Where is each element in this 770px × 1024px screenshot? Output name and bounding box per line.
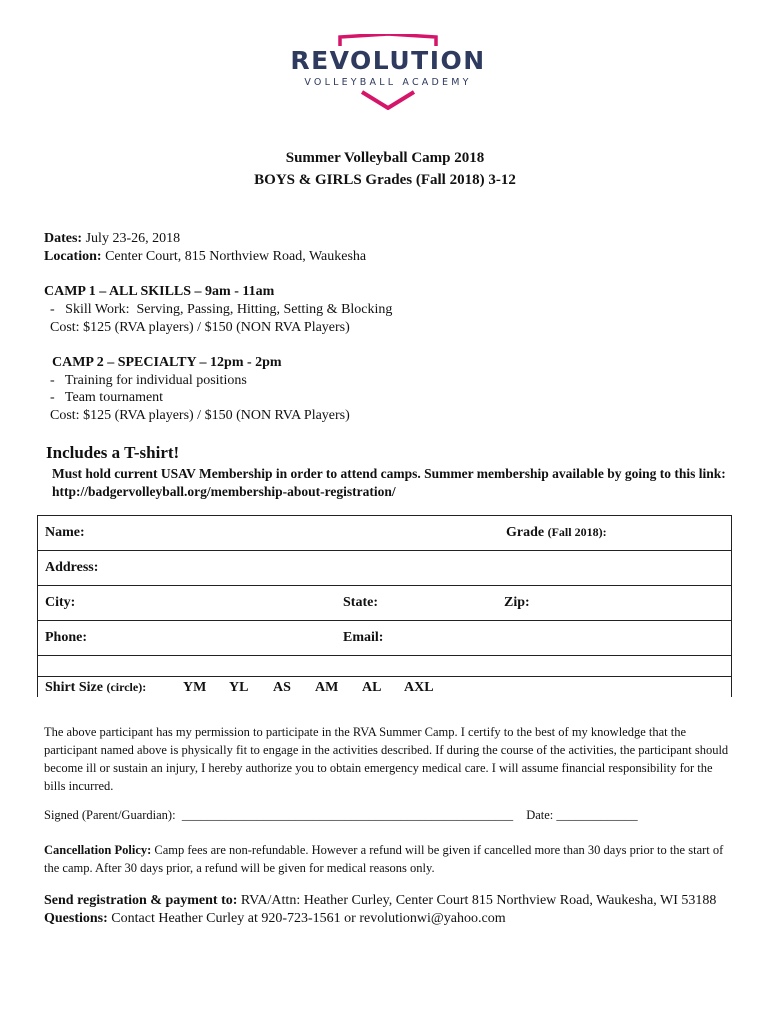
phone-email-field[interactable] [38, 621, 732, 656]
questions-contact: Contact Heather Curley at 920-723-1561 or revolutionwi@yahoo.com [107, 911, 506, 926]
cancellation-policy-label: Cancellation Policy: [44, 843, 152, 857]
phone-label: Phone: [45, 630, 87, 645]
permission-statement: The above participant has my permission to participate in the RVA Summer Camp. I certify to the best of my knowledge that the participant named above is physically fit to engage in the activities described. If during the course of the activities, the participant should become ill or sustain an injury, I hereby authorize you to obtain emergency medical care. I will assume financial responsibility for the bills incurred. [44, 725, 729, 793]
send-registration [44, 892, 734, 928]
state-label: State: [343, 595, 378, 610]
address-label: Address: [45, 560, 99, 575]
usav-membership-note: Must hold current USAV Membership in order to attend camps. Summer membership available by going to this link: http://badgervolleyball.org/membership-about-registration/ [52, 466, 726, 499]
camp1-title: CAMP 1 – ALL SKILLS – 9am - 11am [44, 284, 275, 299]
logo-shield-outline [340, 34, 436, 46]
dates-value: July 23-26, 2018 [85, 231, 181, 246]
grade-label [506, 525, 607, 541]
location-value: Center Court, 815 Northview Road, Waukesha [105, 249, 367, 264]
form-row-blank [38, 656, 732, 677]
name-label: Name: [45, 525, 85, 540]
shirt-size-label [45, 680, 146, 696]
city-label: City: [45, 595, 76, 610]
page-subtitle: BOYS & GIRLS Grades (Fall 2018) 3-12 [254, 172, 516, 188]
form-row-shirt-size [38, 677, 732, 698]
dates-label: Dates: [44, 231, 83, 246]
shirt-size-option[interactable]: AM [315, 680, 339, 695]
questions-label: Questions: [44, 911, 108, 926]
grade-label-suffix: (Fall 2018): [547, 525, 607, 539]
zip-label: Zip: [504, 595, 530, 610]
page-title: Summer Volleyball Camp 2018 [285, 150, 485, 166]
form-row-address [38, 551, 732, 586]
revolution-volleyball-logo [268, 34, 508, 110]
signature-input-line[interactable]: _____________________________________________________ [181, 808, 514, 822]
camp2-cost: Cost: $125 (RVA players) / $150 (NON RVA Players) [50, 408, 350, 423]
shirt-size-option[interactable]: AS [273, 680, 291, 695]
camp1-cost: Cost: $125 (RVA players) / $150 (NON RVA Players) [50, 320, 350, 335]
grade-label-text: Grade [506, 525, 545, 540]
cancellation-policy-text: Camp fees are non-refundable. However a refund will be given if cancelled more than 30 days prior to the start of the camp. After 30 days prior, a refund will be given for medical reasons only. [44, 843, 724, 875]
signature-label: Signed (Parent/Guardian): [44, 808, 182, 822]
shirt-size-field[interactable] [38, 677, 732, 698]
date-label: Date: [526, 808, 554, 822]
email-label: Email: [343, 630, 384, 645]
address-field[interactable] [38, 551, 732, 586]
registration-form [37, 515, 732, 697]
location-label: Location: [44, 249, 102, 264]
camp1-item: - Skill Work: Serving, Passing, Hitting, Setting & Blocking [50, 302, 393, 317]
form-row-name [38, 516, 732, 551]
logo-chevron [362, 92, 414, 108]
signature-line [44, 808, 724, 823]
send-address: RVA/Attn: Heather Curley, Center Court 815 Northview Road, Waukesha, WI 53188 [237, 893, 717, 908]
form-row-phone [38, 621, 732, 656]
cancellation-policy [44, 841, 734, 877]
send-label: Send registration & payment to: [44, 893, 238, 908]
shirt-size-label-suffix: (circle): [106, 680, 147, 694]
form-row-city [38, 586, 732, 621]
shirt-size-label-text: Shirt Size [45, 680, 103, 695]
camp2-item: - Training for individual positions [50, 373, 247, 388]
date-input-line[interactable]: _____________ [556, 808, 638, 822]
city-state-zip-field[interactable] [38, 586, 732, 621]
shirt-size-option[interactable]: YM [183, 680, 207, 695]
tshirt-note: Includes a T-shirt! [46, 443, 180, 462]
logo-subtitle: VOLLEYBALL ACADEMY [304, 77, 472, 88]
dates-line [44, 231, 180, 247]
name-field[interactable] [38, 516, 732, 551]
logo-wordmark: REVOLUTION [290, 46, 486, 75]
camp2-item: - Team tournament [50, 390, 164, 405]
location-line [44, 249, 366, 265]
shirt-size-option[interactable]: YL [229, 680, 249, 695]
camp2-title: CAMP 2 – SPECIALTY – 12pm - 2pm [52, 355, 282, 370]
blank-field[interactable] [38, 656, 732, 677]
shirt-size-option[interactable]: AXL [404, 680, 434, 695]
shirt-size-option[interactable]: AL [362, 680, 382, 695]
